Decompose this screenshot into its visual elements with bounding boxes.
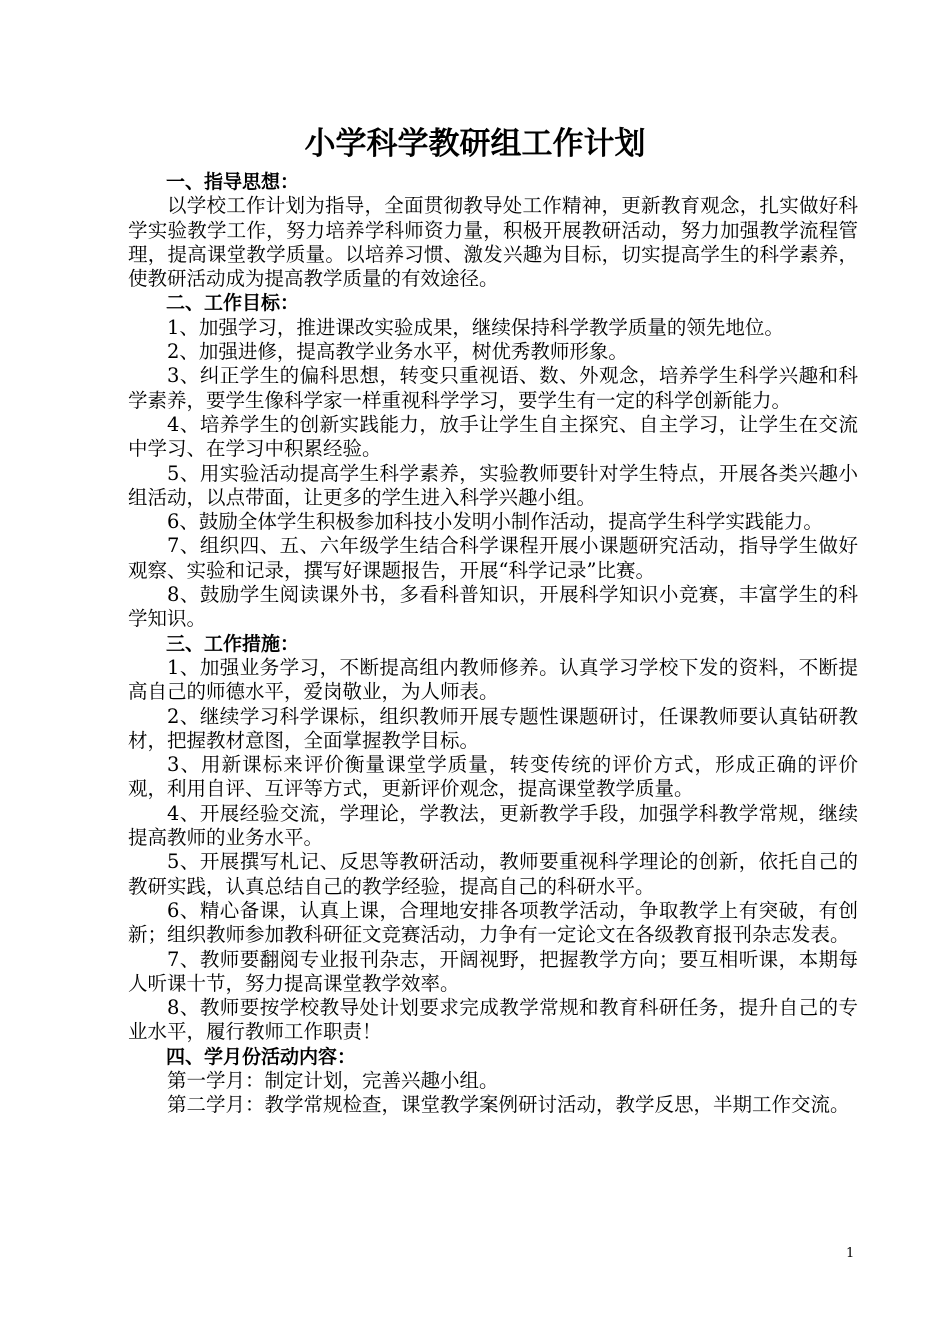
- section-heading-guiding-ideology: 一、指导思想：: [166, 171, 300, 193]
- section-heading-monthly-activities: 四、学月份活动内容：: [166, 1045, 357, 1068]
- paragraph: 5、开展撰写札记、反思等教研活动，教师要重视科学理论的创新，依托自己的教研实践，认真总结自己的教学经验，提高自己的科研水平。: [128, 850, 858, 898]
- paragraph: 第一学月：制定计划，完善兴趣小组。: [167, 1068, 499, 1092]
- paragraph: 7、组织四、五、六年级学生结合科学课程开展小课题研究活动，指导学生做好观察、实验和记录，撰写好课题报告，开展“科学记录”比赛。: [128, 534, 858, 582]
- paragraph: 3、纠正学生的偏科思想，转变只重视语、数、外观念，培养学生科学兴趣和科学素养，要学生像科学家一样重视科学学习，要学生有一定的科学创新能力。: [128, 364, 858, 412]
- paragraph: 5、用实验活动提高学生科学素养，实验教师要针对学生特点，开展各类兴趣小组活动，以点带面，让更多的学生进入科学兴趣小组。: [128, 461, 858, 509]
- paragraph: 4、培养学生的创新实践能力，放手让学生自主探究、自主学习，让学生在交流中学习、在学习中积累经验。: [128, 412, 858, 461]
- paragraph: 1、加强学习，推进课改实验成果，继续保持科学教学质量的领先地位。: [167, 315, 784, 339]
- paragraph: 1、加强业务学习，不断提高组内教师修养。认真学习学校下发的资料，不断提高自己的师德水平，爱岗敬业，为人师表。: [128, 655, 858, 704]
- document-body: [128, 170, 858, 1118]
- section-heading-work-measures: 三、工作措施：: [166, 632, 300, 655]
- paragraph: 6、精心备课，认真上课，合理地安排各项教学活动，争取教学上有突破，有创新；组织教师参加教科研征文竞赛活动，力争有一定论文在各级教育报刊杂志发表。: [128, 898, 858, 947]
- paragraph: 3、用新课标来评价衡量课堂学质量，转变传统的评价方式，形成正确的评价观，利用自评、互评等方式，更新评价观念，提高课堂教学质量。: [128, 753, 858, 801]
- document-title: 小学科学教研组工作计划: [304, 126, 646, 162]
- paragraph: 8、鼓励学生阅读课外书，多看科普知识，开展科学知识小竞赛，丰富学生的科学知识。: [128, 583, 858, 631]
- paragraph: 8、教师要按学校教导处计划要求完成教学常规和教育科研任务，提升自己的专业水平，履行教师工作职责！: [128, 996, 858, 1044]
- section-heading-work-goals: 二、工作目标：: [166, 292, 300, 315]
- paragraph: 2、继续学习科学课标，组织教师开展专题性课题研讨，任课教师要认真钻研教材，把握教材意图，全面掌握教学目标。: [128, 704, 858, 752]
- paragraph: 7、教师要翻阅专业报刊杂志，开阔视野，把握教学方向；要互相听课，本期每人听课十节，努力提高课堂教学效率。: [128, 947, 858, 995]
- paragraph: 6、鼓励全体学生积极参加科技小发明小制作活动，提高学生科学实践能力。: [167, 510, 823, 534]
- paragraph: 以学校工作计划为指导，全面贯彻教导处工作精神，更新教育观念，扎实做好科学实验教学工作，努力培养学科师资力量，积极开展教研活动，努力加强教学流程管理，提高课堂教学质量。以培养习惯、激发兴趣为目标，切实提高学生的科学素养，使教研活动成为提高教学质量的有效途径。: [128, 194, 858, 291]
- paragraph: 2、加强进修，提高教学业务水平，树优秀教师形象。: [167, 340, 628, 364]
- paragraph: 第二学月：教学常规检查，课堂教学案例研讨活动，教学反思，半期工作交流。: [167, 1093, 850, 1117]
- page-number: 1: [846, 1246, 855, 1261]
- paragraph: 4、开展经验交流，学理论，学教法，更新教学手段，加强学科教学常规，继续提高教师的业务水平。: [128, 801, 858, 850]
